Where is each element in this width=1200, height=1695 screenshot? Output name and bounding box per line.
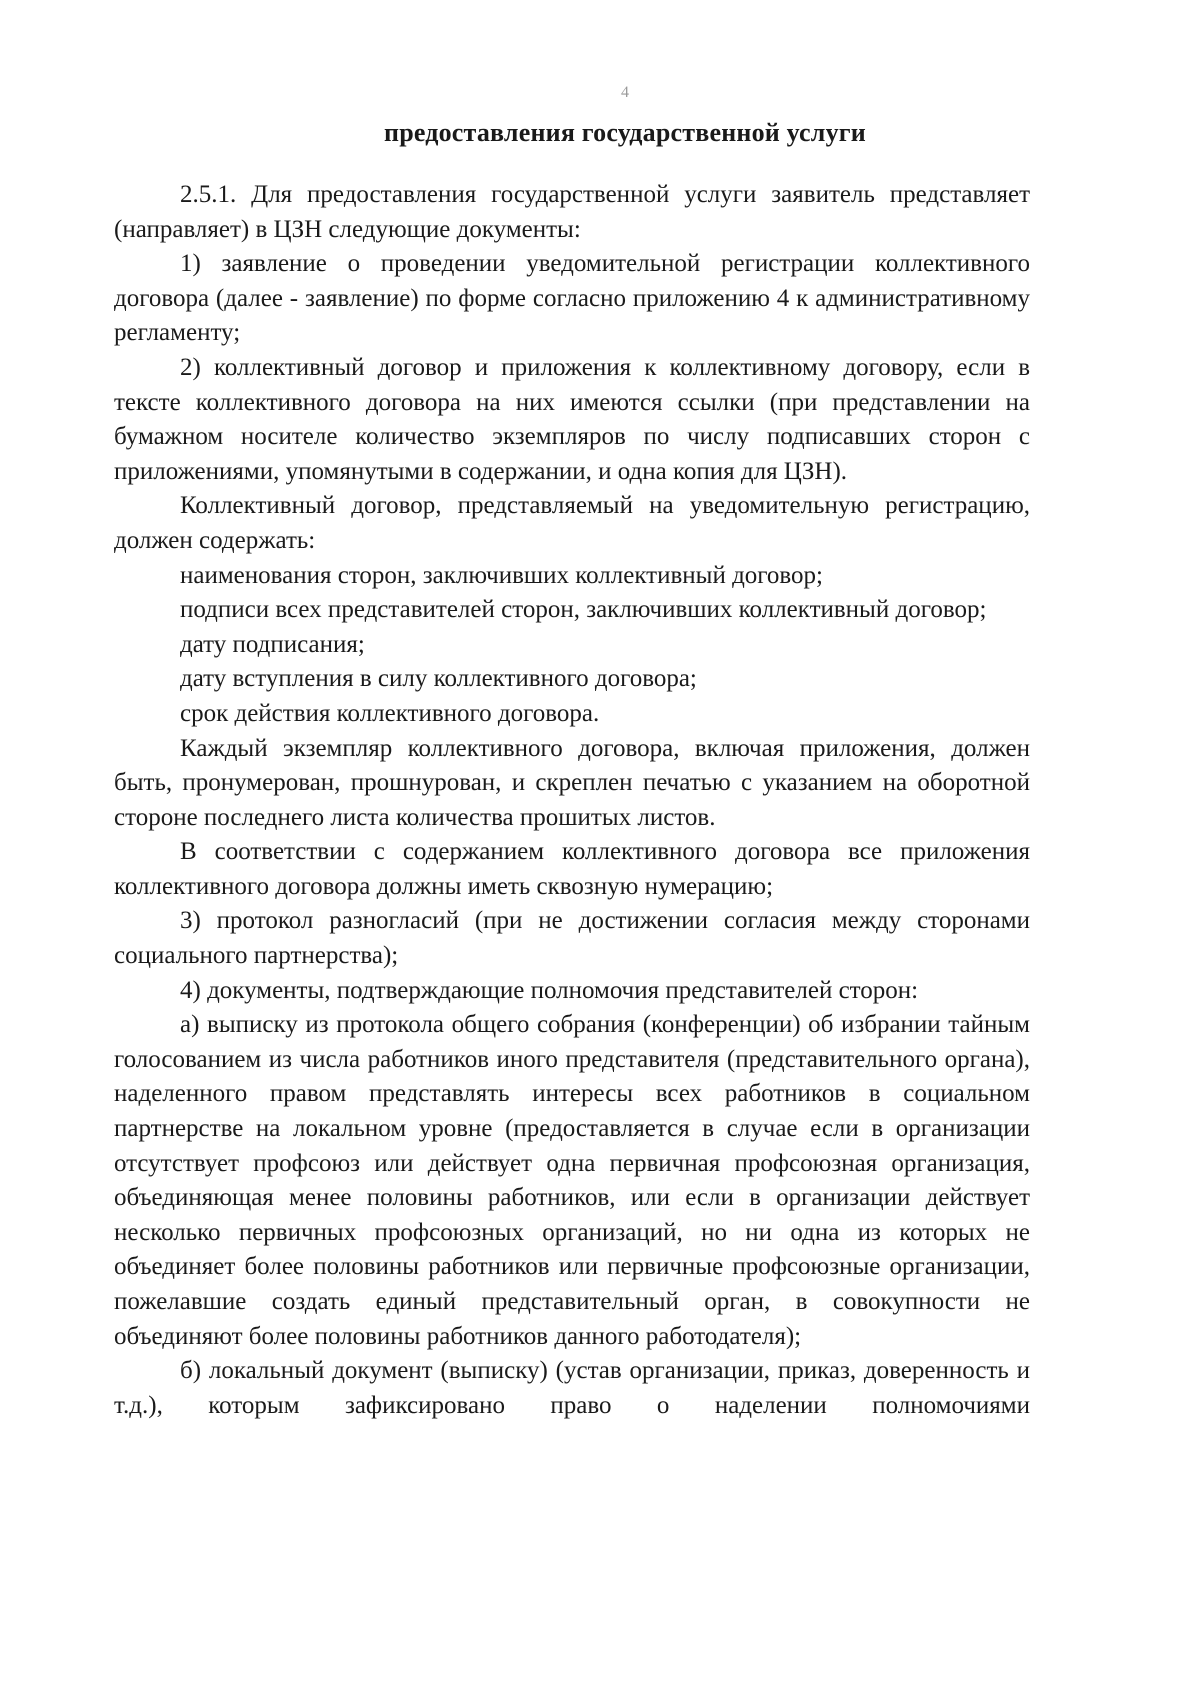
paragraph-item-4a: а) выписку из протокола общего собрания (конференции) об избрании тайным голосованием из числа работников иного представителя (представительного органа), наделенного правом представлять интересы всех работников в социальном партнерстве на локальном уровне (предоставляется в случае если в организации отсутствует профсоюз или действует одна первичная профсоюзная организация, объединяющая менее половины работников, или если в организации действует несколько первичных профсоюзных организаций, но ни одна из которых не объединяет более половины работников или первичные профсоюзные организации, пожелавшие создать единый представительный орган, в совокупности не объединяют более половины работников данного работодателя); xyxy=(114,1011,1030,1350)
paragraph-item-2: 2) коллективный договор и приложения к коллективному договору, если в тексте коллективного договора на них имеются ссылки (при представлении на бумажном носителе количество экземпляров по числу подписавших сторон с приложениями, упомянутыми в содержании, и одна копия для ЦЗН). xyxy=(114,353,1030,485)
list-item-signatures: подписи всех представителей сторон, заключивших коллективный договор; xyxy=(180,596,987,624)
list-item-signing-date: дату подписания; xyxy=(180,630,365,658)
paragraph-2-5-1: 2.5.1. Для предоставления государственной услуги заявитель представляет (направляет) в ЦЗН следующие документы: xyxy=(114,181,1030,243)
paragraph-contract-contents: Коллективный договор, представляемый на уведомительную регистрацию, должен содержать: xyxy=(114,492,1030,554)
list-item-effective-date: дату вступления в силу коллективного договора; xyxy=(180,665,697,693)
paragraph-item-3: 3) протокол разногласий (при не достижении согласия между сторонами социального партнерства); xyxy=(114,907,1030,970)
paragraph-item-1: 1) заявление о проведении уведомительной регистрации коллективного договора (далее - заявление) по форме согласно приложению 4 к административному регламенту; xyxy=(114,250,1030,347)
list-item-party-names: наименования сторон, заключивших коллективный договор; xyxy=(180,561,824,589)
page-number: 4 xyxy=(621,84,629,101)
paragraph-each-copy: Каждый экземпляр коллективного договора, включая приложения, должен быть, пронумерован, прошнурован, и скреплен печатью с указанием на оборотной стороне последнего листа количества прошитых листов. xyxy=(114,734,1030,831)
list-item-term: срок действия коллективного договора. xyxy=(180,699,600,727)
paragraph-numbering: В соответствии с содержанием коллективного договора все приложения коллективного договора должны иметь сквозную нумерацию; xyxy=(114,838,1030,900)
section-heading xyxy=(0,118,1200,148)
document-body xyxy=(114,178,1030,1423)
section-heading-text: предоставления государственной услуги xyxy=(384,118,866,147)
paragraph-item-4b: б) локальный документ (выписку) (устав организации, приказ, доверенность и т.д.), которым зафиксировано право о наделении полномочиями xyxy=(114,1357,1030,1419)
paragraph-item-4: 4) документы, подтверждающие полномочия представителей сторон: xyxy=(180,976,919,1004)
